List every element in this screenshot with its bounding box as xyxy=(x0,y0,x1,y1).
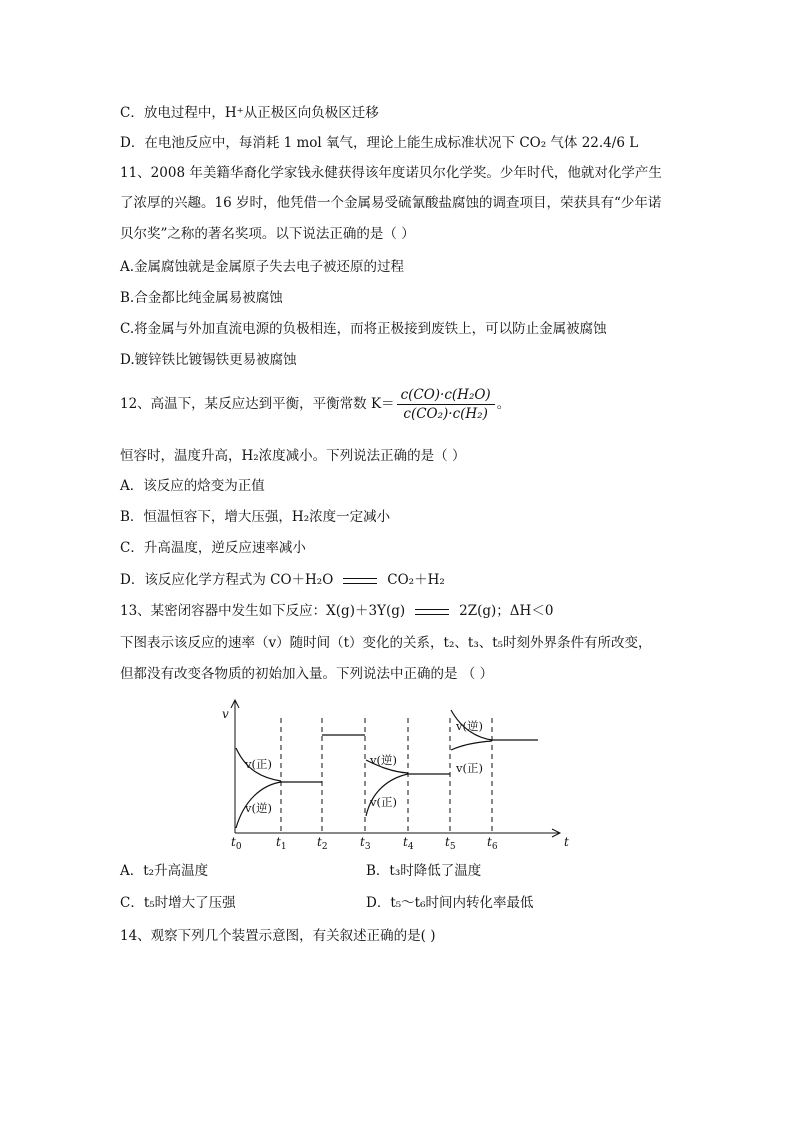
q14-stem: 14、观察下列几个装置示意图，有关叙述正确的是( ) xyxy=(120,928,436,944)
x-tick-label: $t_3$ xyxy=(360,835,371,852)
q13-option-d: D．t₅～t₆时间内转化率最低 xyxy=(366,895,534,911)
y-axis-label: v xyxy=(222,707,229,721)
x-tick-label: $t_4$ xyxy=(403,835,414,852)
equilibrium-constant-fraction xyxy=(397,386,495,423)
curve-label: v(逆) xyxy=(370,753,397,767)
curve-label: v(正) xyxy=(370,795,397,809)
equilibrium-arrow-icon xyxy=(415,607,449,617)
q12-stem-2: 恒容时，温度升高，H₂浓度减小。下列说法正确的是（ ） xyxy=(120,448,466,464)
q11-option-a: A.金属腐蚀就是金属原子失去电子被还原的过程 xyxy=(120,259,405,275)
q12-stem-end: 。 xyxy=(496,396,511,412)
curve-label: v(正) xyxy=(245,757,272,771)
x-tick-label: $t_1$ xyxy=(276,835,287,852)
equilibrium-arrow-icon xyxy=(343,576,377,586)
v-forward-curve-3 xyxy=(451,741,492,750)
q10-option-d: D．在电池反应中，每消耗 1 mol 氧气，理论上能生成标准状况下 CO₂ 气体 22.4/6 L xyxy=(120,135,639,151)
q11-option-b: B.合金都比纯金属易被腐蚀 xyxy=(120,290,283,306)
q13-stem-2: 下图表示该反应的速率（v）随时间（t）变化的关系，t₂、t₃、t₅时刻外界条件有所改变， xyxy=(120,635,652,651)
q13-option-b: B．t₃时降低了温度 xyxy=(366,863,482,879)
fraction-denominator: c(CO₂)·c(H₂) xyxy=(403,406,488,422)
q12-option-c: C．升高温度，逆反应速率减小 xyxy=(120,540,306,556)
q13-stem-3: 但都没有改变各物质的初始加入量。下列说法中正确的是 （ ） xyxy=(120,666,494,682)
curve-label: v(逆) xyxy=(245,801,272,815)
x-tick-label: $t_5$ xyxy=(445,835,456,852)
q11-stem-3: 贝尔奖”之称的著名奖项。以下说法正确的是（ ） xyxy=(120,226,415,242)
curve-label: v(逆) xyxy=(456,719,483,733)
q13-stem-1 xyxy=(120,601,553,621)
x-tick-label: $t_0$ xyxy=(231,835,242,852)
q12-stem-text: 12、高温下，某反应达到平衡，平衡常数 K＝ xyxy=(120,396,395,412)
q13-reactants: 13、某密闭容器中发生如下反应：X(g)＋3Y(g) xyxy=(120,603,406,619)
x-tick-label: $t_2$ xyxy=(317,835,328,852)
q13-products: 2Z(g)；ΔH＜0 xyxy=(459,603,554,619)
q11-option-c: C.将金属与外加直流电源的负极相连，而将正极接到废铁上，可以防止金属被腐蚀 xyxy=(120,321,607,337)
q11-stem-2: 了浓厚的兴趣。16 岁时，他凭借一个金属易受硫氰酸盐腐蚀的调查项目，荣获具有“少年诺 xyxy=(120,195,662,211)
q12-d-products: CO₂＋H₂ xyxy=(387,572,445,588)
q13-option-a: A．t₂升高温度 xyxy=(120,863,209,879)
rate-time-chart xyxy=(0,690,794,860)
q12-option-d xyxy=(120,570,445,590)
q11-stem-1: 11、2008 年美籍华裔化学家钱永健获得该年度诺贝尔化学奖。少年时代，他就对化学产生 xyxy=(120,165,662,181)
q12-option-b: B．恒温恒容下，增大压强，H₂浓度一定减小 xyxy=(120,509,391,525)
q11-option-d: D.镀锌铁比镀锡铁更易被腐蚀 xyxy=(120,352,297,368)
x-axis-label: t xyxy=(564,835,569,849)
q13-option-c: C．t₅时增大了压强 xyxy=(120,895,236,911)
q12-stem-1 xyxy=(120,386,510,423)
fraction-numerator: c(CO)·c(H₂O) xyxy=(397,386,495,405)
curve-label: v(正) xyxy=(456,761,483,775)
q10-option-c: C．放电过程中，H⁺从正极区向负极区迁移 xyxy=(120,105,379,121)
q12-d-text: D．该反应化学方程式为 CO＋H₂O xyxy=(120,572,334,588)
q12-option-a: A．该反应的焓变为正值 xyxy=(120,478,265,494)
x-tick-label: $t_6$ xyxy=(487,835,498,852)
